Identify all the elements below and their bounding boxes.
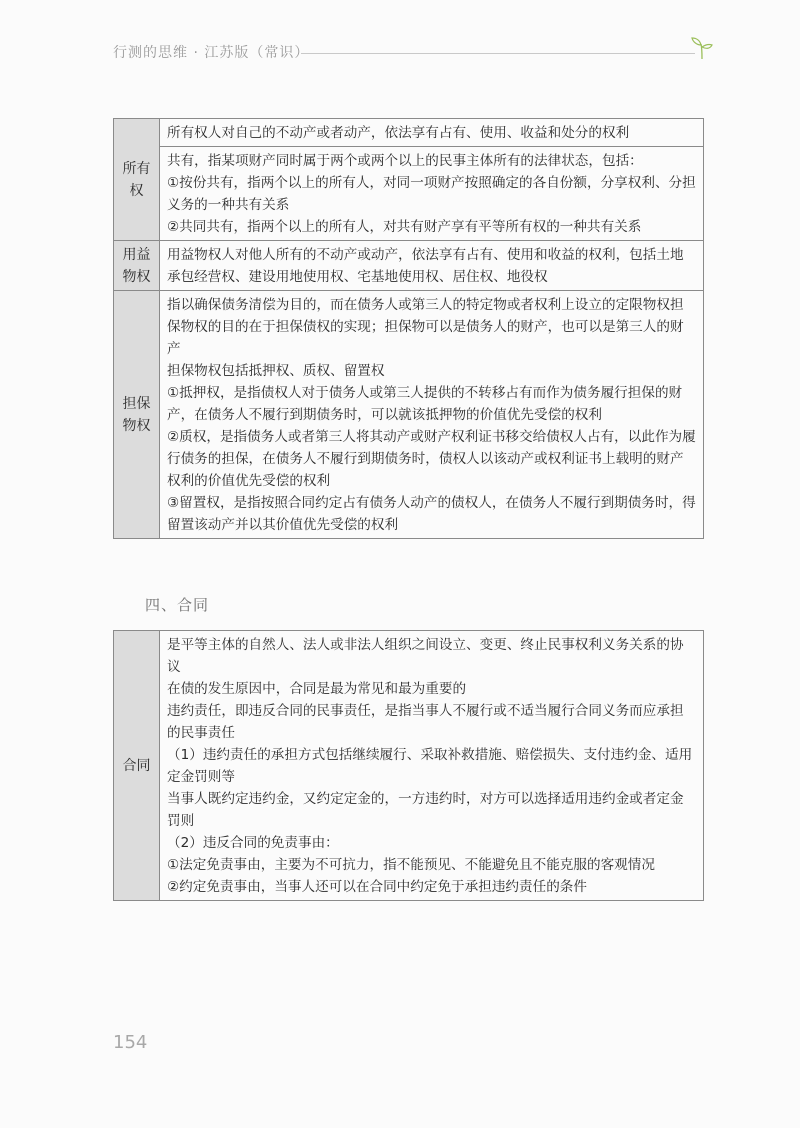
row-header-contract: 合同 (114, 631, 160, 901)
table-row (114, 291, 704, 539)
property-rights-table (113, 118, 704, 539)
book-title: 行测的思维 · 江苏版（常识） (113, 45, 310, 61)
table-row (114, 241, 704, 291)
row-header-security-interest: 担保 物权 (114, 291, 160, 539)
table-cell: 共有，指某项财产同时属于两个或两个以上的民事主体所有的法律状态，包括： ①按份共有，指两个以上的所有人，对同一项财产按照确定的各自份额，分享权利、分担义务的一种共有关系 ②共同共有，指两个以上的所有人，对共有财产享有平等所有权的一种共有关系 (160, 147, 704, 241)
header-rule (301, 53, 695, 54)
row-header-ownership: 所有 权 (114, 119, 160, 241)
table-row (114, 631, 704, 901)
table-row (114, 119, 704, 147)
row-header-usufruct: 用益 物权 (114, 241, 160, 291)
table-row (114, 147, 704, 241)
table-cell: 指以确保债务清偿为目的，而在债务人或第三人的特定物或者权利上设立的定限物权担保物权的目的在于担保债权的实现；担保物可以是债务人的财产，也可以是第三人的财产 担保物权包括抵押权、质权、留置权 ①抵押权，是指债权人对于债务人或第三人提供的不转移占有而作为债务履行担保的财产，在债务人不履行到期债务时，可以就该抵押物的价值优先受偿的权利 ②质权，是指债务人或者第三人将其动产或财产权利证书移交给债权人占有，以此作为履行债务的担保，在债务人不履行到期债务时，债权人以该动产或权利证书上载明的财产权利的价值优先受偿的权利 ③留置权，是指按照合同约定占有债务人动产的债权人，在债务人不履行到期债务时，得留置该动产并以其价值优先受偿的权利 (160, 291, 704, 539)
table-cell: 所有权人对自己的不动产或者动产，依法享有占有、使用、收益和处分的权利 (160, 119, 704, 147)
table-cell: 用益物权人对他人所有的不动产或动产，依法享有占有、使用和收益的权利，包括土地承包经营权、建设用地使用权、宅基地使用权、居住权、地役权 (160, 241, 704, 291)
section-heading: 四、合同 (145, 596, 210, 614)
page-number: 154 (113, 1032, 148, 1053)
sprout-icon (691, 36, 713, 60)
contract-table (113, 630, 704, 901)
table-cell: 是平等主体的自然人、法人或非法人组织之间设立、变更、终止民事权利义务关系的协议 在债的发生原因中，合同是最为常见和最为重要的 违约责任，即违反合同的民事责任，是指当事人不履行或不适当履行合同义务而应承担的民事责任 （1）违约责任的承担方式包括继续履行、采取补救措施、赔偿损失、支付违约金、适用定金罚则等 当事人既约定违约金，又约定定金的，一方违约时，对方可以选择适用违约金或者定金罚则 （2）违反合同的免责事由： ①法定免责事由，主要为不可抗力，指不能预见、不能避免且不能克服的客观情况 ②约定免责事由，当事人还可以在合同中约定免于承担违约责任的条件 (160, 631, 704, 901)
running-header (113, 38, 713, 66)
